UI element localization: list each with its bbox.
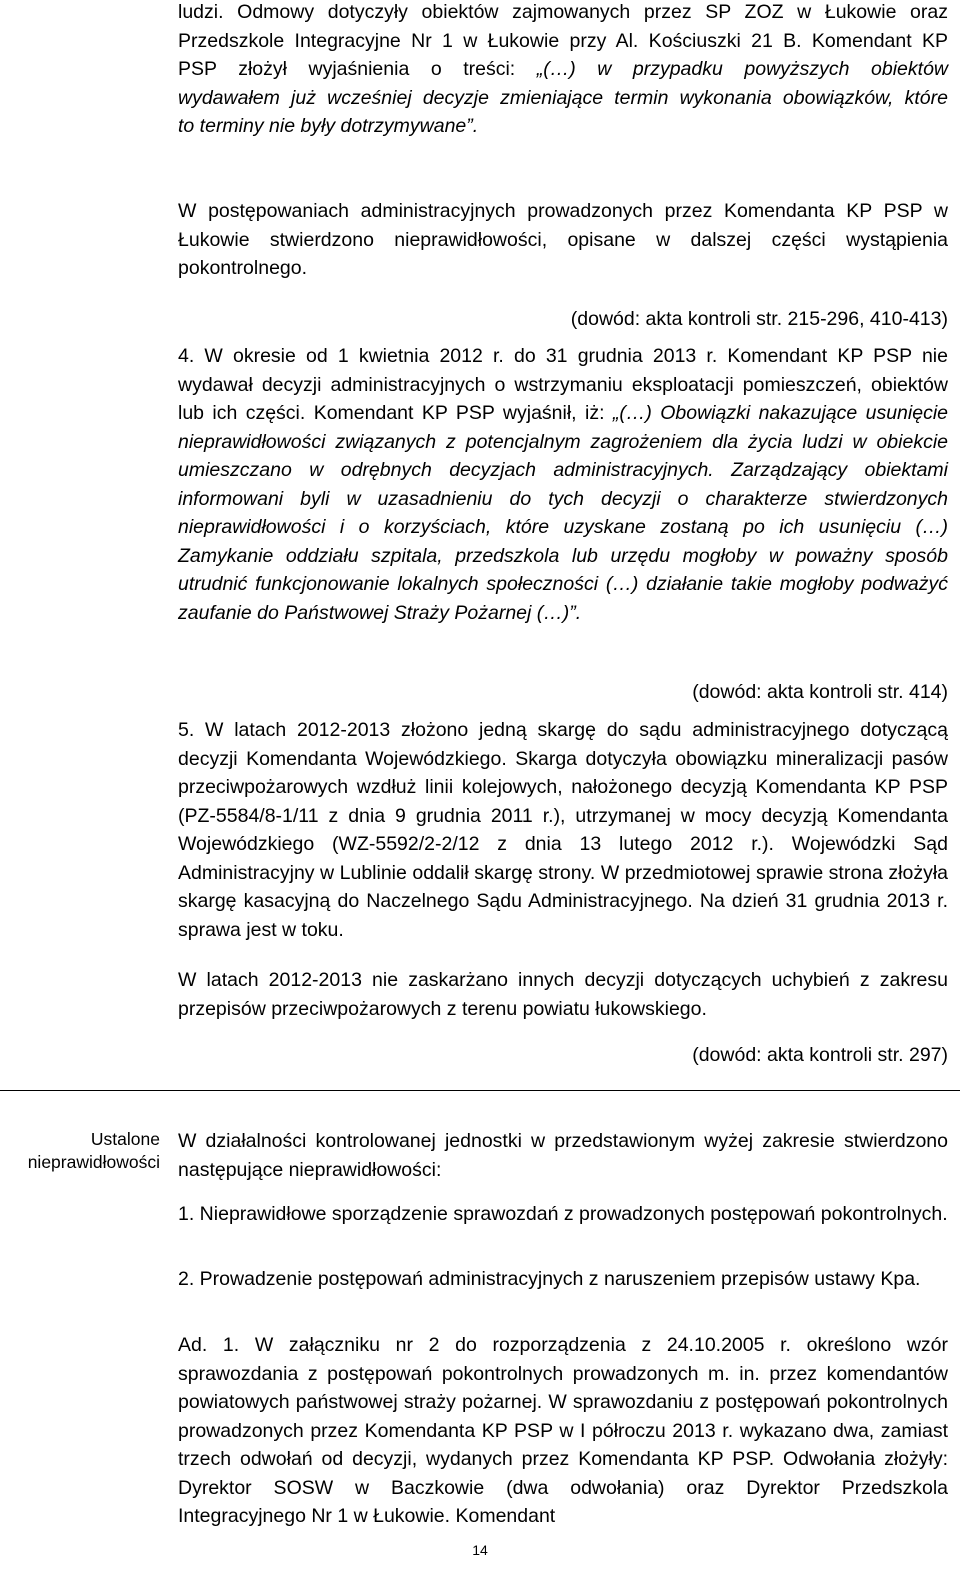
paragraph-text: W latach 2012-2013 nie zaskarżano innych decyzji dotyczących uchybień z zakresu przepisów przeciwpożarowych z terenu powiatu łukowskiego.: [178, 969, 948, 1020]
paragraph-text: W postępowaniach administracyjnych prowadzonych przez Komendanta KP PSP w Łukowie stwierdzono nieprawidłowości, opisane w dalszej części wystąpienia pokontrolnego.: [178, 200, 948, 279]
paragraph-ad-1: [178, 1331, 948, 1531]
section-divider: [0, 1090, 960, 1091]
finding-item-2: [178, 1265, 948, 1294]
quote-line: wydawałem już wcześniej decyzje zmieniające termin wykonania obowiązków, które: [178, 86, 948, 109]
paragraph-text: W działalności kontrolowanej jednostki w przedstawionym wyżej zakresie stwierdzono następujące nieprawidłowości:: [178, 1130, 948, 1181]
page-number: 14: [472, 1542, 488, 1558]
paragraph-no-other-complaints: [178, 966, 948, 1023]
text-line: [178, 55, 948, 84]
paragraph-text: 2. Prowadzenie postępowań administracyjnych z naruszeniem przepisów ustawy Kpa.: [178, 1268, 921, 1290]
text-line: Przedszkole Integracyjne Nr 1 w Łukowie przy Al. Kościuszki 21 B. Komendant KP: [178, 29, 948, 52]
evidence-reference: (dowód: akta kontroli str. 414): [692, 681, 948, 703]
text-segment: PSP złożył wyjaśnienia o treści:: [178, 58, 537, 80]
quote-segment: „(…) w przypadku powyższych obiektów: [536, 58, 948, 80]
paragraph-proceedings: [178, 197, 948, 283]
text-segment: 4. W okresie od 1 kwietnia 2012 r. do 31 grudnia 2013 r. Komendant KP PSP nie wydawał decyzji administracyjnych o wstrzymaniu eksploatacji pomieszczeń, obiektów lub ich części. Komendant KP PSP wyjaśnił, iż:: [178, 345, 948, 424]
quote-line: to terminy nie były dotrzymywane”.: [178, 115, 479, 137]
evidence-reference: (dowód: akta kontroli str. 297): [692, 1044, 948, 1066]
paragraph-point-5: [178, 716, 948, 944]
paragraph-point-4: [178, 342, 948, 627]
side-label: [8, 1128, 160, 1174]
continuation-paragraph: [178, 0, 948, 141]
paragraph-findings-intro: [178, 1127, 948, 1184]
evidence-reference: (dowód: akta kontroli str. 215-296, 410-413): [570, 308, 948, 330]
side-label-line: Ustalone: [90, 1129, 160, 1149]
quote-segment: „(…) Obowiązki nakazujące usunięcie nieprawidłowości związanych z potencjalnym zagrożeniem dla życia ludzi w obiekcie umieszczano w odrębnych decyzjach administracyjnych. Zarządzający obiektami informowani byli w uzasadnieniu do tych decyzji o charakterze stwierdzonych nieprawidłowości i o korzyściach, które uzyskane zostaną po ich usunięciu (…) Zamykanie oddziału szpitala, przedszkola lub urzędu mogłoby w poważny sposób utrudnić funkcjonowanie lokalnych społeczności (…) działanie takie mogłoby podważyć zaufanie do Państwowej Straży Pożarnej (…)”.: [178, 402, 948, 624]
finding-item-1: [178, 1200, 948, 1229]
paragraph-text: [178, 342, 948, 627]
side-label-line: nieprawidłowości: [27, 1152, 160, 1172]
paragraph-text: Ad. 1. W załączniku nr 2 do rozporządzenia z 24.10.2005 r. określono wzór sprawozdania z postępowań pokontrolnych prowadzonych m. in. przez komendantów powiatowych państwowej straży pożarnej. W sprawozdaniu z postępowań pokontrolnych prowadzonych przez Komendanta KP PSP w I półroczu 2013 r. wykazano dwa, zamiast trzech odwołań od decyzji, wydanych przez Komendanta KP PSP. Odwołania złożyły: Dyrektor SOSW w Baczkowie (dwa odwołania) oraz Dyrektor Przedszkola Integracyjnego Nr 1 w Łukowie. Komendant: [178, 1334, 948, 1527]
paragraph-text: 1. Nieprawidłowe sporządzenie sprawozdań z prowadzonych postępowań pokontrolnych.: [178, 1203, 948, 1225]
paragraph-text: 5. W latach 2012-2013 złożono jedną skargę do sądu administracyjnego dotyczącą decyzji Komendanta Wojewódzkiego. Skarga dotyczyła obowiązku mineralizacji pasów przeciwpożarowych wzdłuż linii kolejowych, nałożonego decyzją Komendanta KP PSP (PZ-5584/8-1/11 z dnia 9 grudnia 2011 r.), utrzymanej w mocy decyzją Komendanta Wojewódzkiego (WZ-5592/2-2/12 z dnia 13 lutego 2012 r.). Wojewódzki Sąd Administracyjny w Lublinie oddalił skargę strony. W przedmiotowej sprawie strona złożyła skargę kasacyjną do Naczelnego Sądu Administracyjnego. Na dzień 31 grudnia 2013 r. sprawa jest w toku.: [178, 719, 948, 941]
text-line: ludzi. Odmowy dotyczyły obiektów zajmowanych przez SP ZOZ w Łukowie oraz: [178, 1, 948, 23]
